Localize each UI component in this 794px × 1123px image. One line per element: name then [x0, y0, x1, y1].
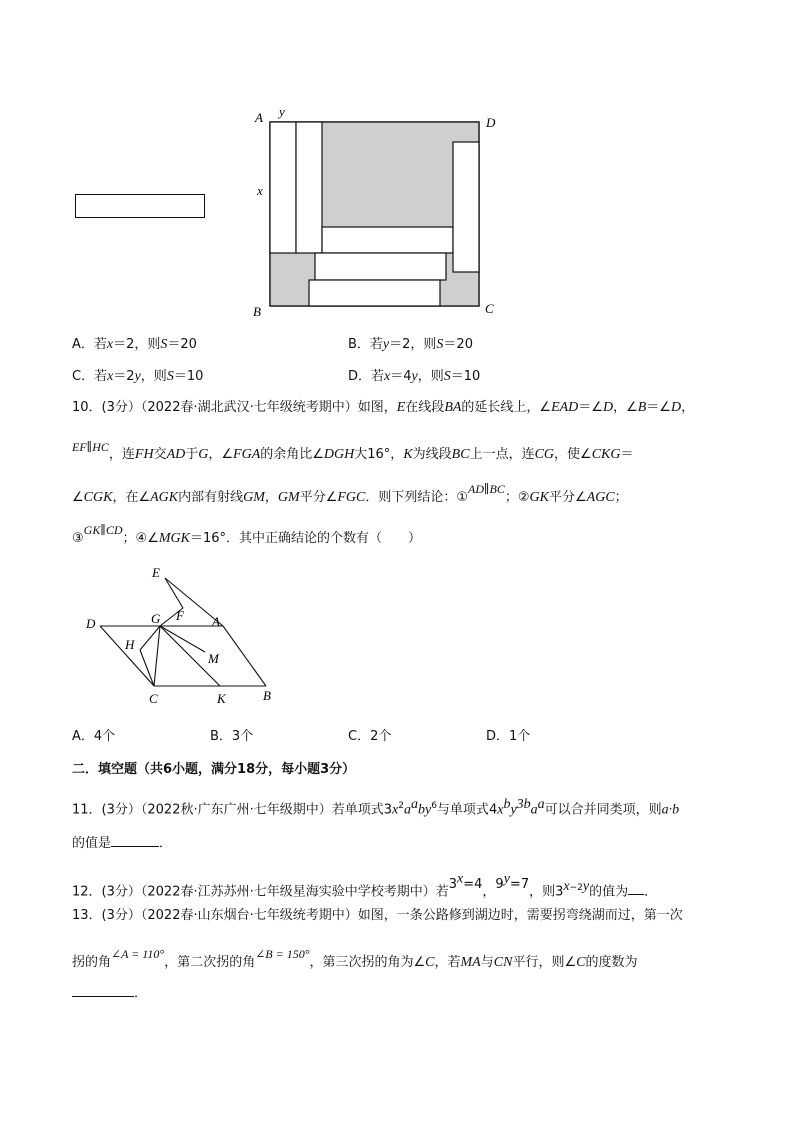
q10-option-c: C．2个: [348, 729, 392, 744]
label-x: x: [257, 183, 263, 198]
label-E: E: [152, 565, 160, 580]
right-vertical-strip: [453, 142, 479, 272]
q10-option-b: B．3个: [210, 729, 254, 744]
expr-9y: $9^y=7$: [495, 872, 530, 893]
q13-line-3: ．: [72, 982, 147, 1004]
label-B: B: [253, 304, 261, 319]
segment-DC: [100, 626, 154, 686]
horizontal-strip-bottom: [309, 280, 440, 306]
q10-line-3: ∠CGK，在∠AGK内部有射线GM，GM平分∠FGC．则下列结论：①AD∥BC；②GK平分∠AGC；: [72, 482, 628, 505]
label-K: K: [217, 691, 226, 706]
q10-option-d: D．1个: [486, 729, 531, 744]
q9-option-b: B．若y＝2，则S＝20: [348, 337, 473, 352]
segment-GC: [154, 626, 160, 686]
answer-blank[interactable]: [628, 880, 644, 895]
vertical-strip-2: [296, 122, 322, 253]
label-H: H: [125, 637, 135, 652]
q13-line-2: 拐的角∠A = 110°，第二次拐的角∠B = 150°，第三次拐的角为∠C，若MA与CN平行，则∠C的度数为: [72, 947, 638, 970]
label-F: F: [176, 608, 184, 623]
segment-AB: [223, 626, 266, 686]
expr-3x: $3^x=4$: [448, 872, 483, 893]
label-G: G: [151, 611, 161, 626]
q10-line-4: ③GK∥CD；④∠MGK＝16°．其中正确结论的个数有（ ）: [72, 523, 422, 546]
label-C: C: [149, 691, 158, 706]
q10-line-2: EF∥HC，连FH交AD于G，∠FGA的余角比∠DGH大16°，K为线段BC上一点，连CG，使∠CKG＝: [72, 440, 634, 462]
small-rectangle: [75, 194, 205, 218]
horizontal-strip-top: [322, 227, 453, 253]
segment-HC: [140, 650, 154, 686]
label-D: D: [86, 616, 96, 631]
q9-option-c: C．若x＝2y，则S＝10: [72, 369, 204, 384]
answer-blank[interactable]: [72, 982, 134, 997]
horizontal-strip-mid: [315, 253, 446, 280]
label-A: A: [212, 614, 220, 629]
q11-line-1: 11．(3分）（2022秋·广东广州·七年级期中）若单项式$3x^2a^aby^6$与单项式$4x^by^{3b}a^a$可以合并同类项，则a·b: [72, 797, 680, 818]
q10-line-1: 10．(3分）（2022春·湖北武汉·七年级统考期中）如图，E在线段BA的延长线上，∠EAD＝∠D，∠B＝∠D，: [72, 400, 695, 415]
figure-10-parallelogram: [80, 560, 290, 710]
label-B: B: [263, 688, 271, 703]
q13-line-1: 13．(3分）（2022春·山东烟台·七年级统考期中）如图，一条公路修到湖边时，需要拐弯绕湖而过，第一次: [72, 908, 683, 923]
q12-line: 12．(3分）（2022春·江苏苏州·七年级星海实验中学校考期中）若$3^x=4$，$9^y=7$，则$3^{x-2y}$的值为 ．: [72, 872, 658, 900]
label-D: D: [486, 115, 496, 130]
q9-option-d: D．若x＝4y，则S＝10: [348, 369, 481, 384]
segment-GH: [140, 626, 160, 650]
vertical-strip-1: [270, 122, 296, 253]
label-A: A: [255, 110, 263, 125]
section-2-heading: 二．填空题（共6小题，满分18分，每小题3分）: [72, 762, 356, 777]
q11-line-2: 的值是 ．: [72, 832, 172, 854]
label-C: C: [485, 301, 494, 316]
answer-blank[interactable]: [111, 832, 159, 847]
q9-option-a: A．若x＝2，则S＝20: [72, 337, 197, 352]
figure-9-rectangles: [245, 100, 515, 320]
label-y: y: [279, 104, 285, 119]
label-M: M: [208, 651, 219, 666]
segment-EF: [165, 578, 183, 608]
q10-option-a: A．4个: [72, 729, 116, 744]
